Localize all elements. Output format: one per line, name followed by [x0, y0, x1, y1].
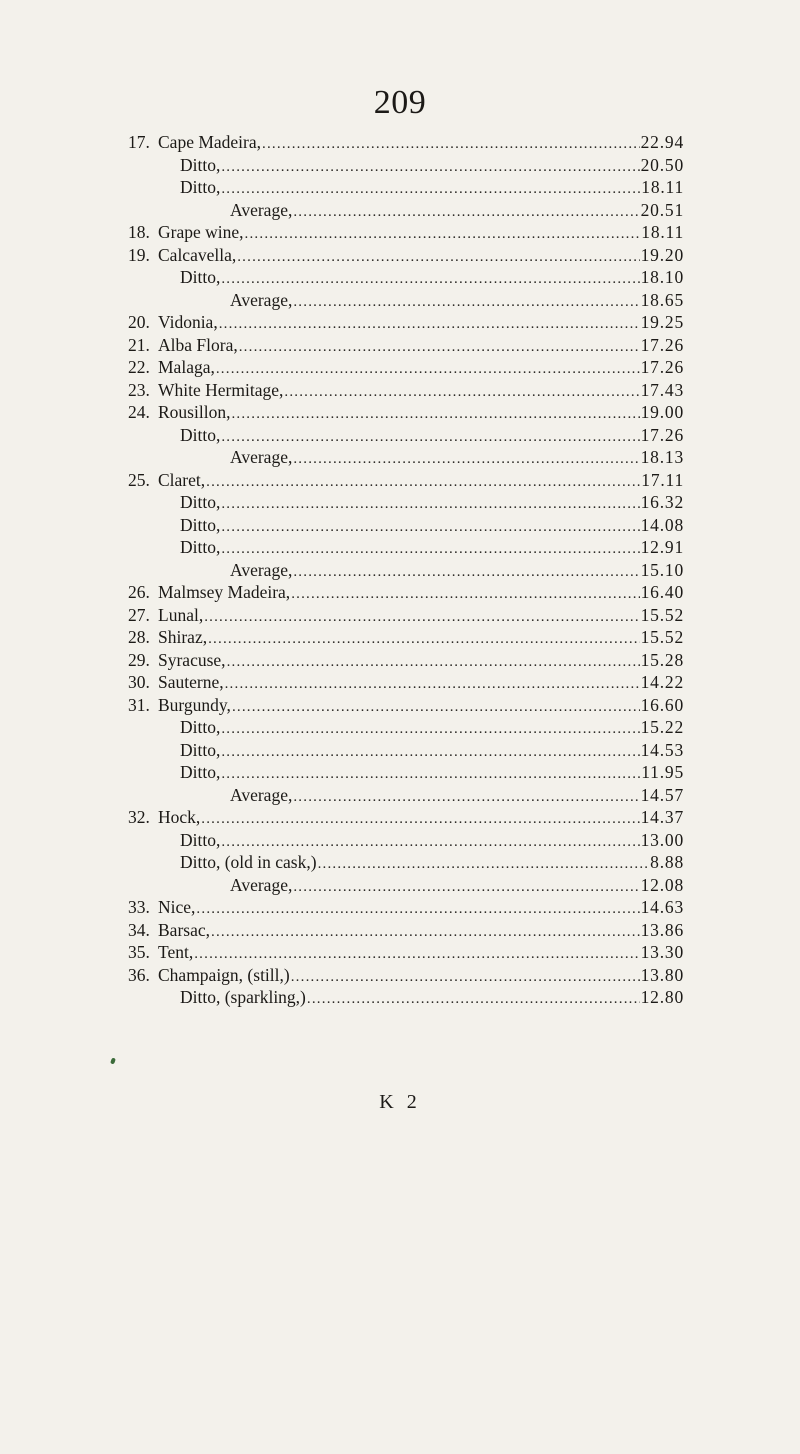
dot-leader	[196, 901, 639, 918]
table-row	[128, 605, 684, 628]
table-row	[128, 492, 684, 515]
alcohol-value: 17.11	[641, 469, 684, 490]
dot-leader	[221, 834, 639, 851]
dot-leader	[225, 676, 640, 693]
row-number: 19.	[128, 244, 150, 265]
row-number: 18.	[128, 222, 150, 242]
row-number: 21.	[128, 334, 150, 355]
wine-name: Burgundy,	[158, 694, 231, 715]
table-row	[128, 425, 684, 448]
alcohol-value: 22.94	[640, 132, 684, 152]
alcohol-value: 14.57	[640, 784, 684, 805]
dot-leader	[237, 249, 639, 266]
dot-leader	[208, 631, 640, 648]
alcohol-value: 16.32	[640, 492, 684, 512]
average-row	[128, 875, 684, 898]
dot-leader	[221, 744, 639, 761]
row-number: 20.	[128, 312, 150, 332]
table-row	[128, 830, 684, 853]
dot-leader	[293, 564, 639, 581]
wine-name: Vidonia,	[158, 312, 218, 332]
table-row	[128, 357, 684, 380]
wine-name: Ditto,	[180, 267, 221, 287]
table-row	[128, 267, 684, 290]
table-row	[128, 920, 684, 943]
row-number: 33.	[128, 897, 150, 917]
dot-leader	[239, 339, 640, 356]
alcohol-value: 19.20	[640, 244, 684, 265]
wine-name: Shiraz,	[158, 627, 208, 647]
page-number: 209	[373, 84, 427, 121]
alcohol-value: 13.86	[640, 919, 684, 940]
dot-leader	[201, 811, 639, 828]
dot-leader	[245, 226, 641, 243]
dot-leader	[206, 474, 640, 491]
alcohol-value: 13.80	[640, 964, 684, 985]
alcohol-value: 18.11	[641, 177, 684, 197]
wine-name: Ditto,	[180, 537, 221, 557]
dot-leader	[216, 361, 640, 378]
wine-name: Malmsey Madeira,	[158, 582, 291, 602]
table-row	[128, 335, 684, 358]
dot-leader	[232, 699, 640, 716]
table-row	[128, 312, 684, 335]
alcohol-value: 11.95	[641, 762, 684, 782]
alcohol-value: 19.00	[640, 402, 684, 422]
alcohol-value: 16.40	[640, 582, 684, 602]
wine-name: Average,	[230, 874, 293, 895]
row-number: 36.	[128, 964, 150, 985]
wine-name: Ditto,	[180, 739, 221, 760]
alcohol-value: 18.13	[640, 447, 684, 467]
alcohol-value: 20.51	[640, 199, 684, 220]
dot-leader	[293, 204, 639, 221]
dot-leader	[231, 406, 639, 423]
alcohol-value: 12.91	[640, 537, 684, 557]
table-row	[128, 537, 684, 560]
wine-name: Ditto, (sparkling,)	[180, 987, 306, 1007]
average-row	[128, 447, 684, 470]
wine-name: Ditto,	[180, 717, 221, 737]
row-number: 22.	[128, 357, 150, 377]
alcohol-value: 18.11	[641, 222, 684, 242]
table-row	[128, 897, 684, 920]
wine-name: Alba Flora,	[158, 334, 238, 355]
wine-name: Ditto,	[180, 154, 221, 175]
wine-name: Sauterne,	[158, 672, 224, 692]
row-number: 29.	[128, 649, 150, 670]
table-row	[128, 582, 684, 605]
wine-name: Average,	[230, 559, 293, 580]
alcohol-value: 14.22	[640, 672, 684, 692]
wine-name: Rousillon,	[158, 402, 231, 422]
wine-name: Cape Madeira,	[158, 132, 262, 152]
dot-leader	[318, 856, 650, 873]
wine-name: Average,	[230, 784, 293, 805]
table-row	[128, 380, 684, 403]
table-row	[128, 132, 684, 155]
alcohol-value: 14.53	[640, 739, 684, 760]
alcohol-value: 19.25	[640, 312, 684, 332]
wine-name: Average,	[230, 447, 293, 467]
average-row	[128, 290, 684, 313]
table-row	[128, 942, 684, 965]
alcohol-value: 14.08	[640, 514, 684, 535]
alcohol-value: 15.28	[640, 649, 684, 670]
wine-name: Ditto,	[180, 424, 221, 445]
wine-name: Champaign, (still,)	[158, 964, 290, 985]
row-number: 35.	[128, 942, 150, 962]
row-number: 24.	[128, 402, 150, 422]
dot-leader	[284, 384, 639, 401]
dot-leader	[211, 924, 640, 941]
alcohol-value: 17.43	[640, 379, 684, 400]
wine-name: Grape wine,	[158, 222, 244, 242]
dot-leader	[262, 136, 640, 153]
table-row	[128, 222, 684, 245]
table-row	[128, 245, 684, 268]
signature-mark: K 2	[379, 1091, 421, 1113]
wine-name: White Hermitage,	[158, 379, 284, 400]
wine-name: Barsac,	[158, 919, 210, 940]
dot-leader	[221, 181, 640, 198]
alcohol-value: 17.26	[640, 357, 684, 377]
dot-leader	[221, 159, 639, 176]
wine-name: Ditto,	[180, 829, 221, 850]
alcohol-value: 14.63	[640, 897, 684, 917]
alcohol-value: 17.26	[640, 334, 684, 355]
row-number: 23.	[128, 379, 150, 400]
dot-leader	[221, 721, 639, 738]
table-row	[128, 807, 684, 830]
wine-name: Ditto,	[180, 177, 221, 197]
dot-leader	[293, 879, 639, 896]
average-row	[128, 560, 684, 583]
dot-leader	[307, 991, 640, 1008]
alcohol-value: 8.88	[650, 852, 684, 872]
table-row	[128, 515, 684, 538]
average-row	[128, 200, 684, 223]
alcohol-value: 12.08	[640, 874, 684, 895]
dot-leader	[227, 654, 640, 671]
dot-leader	[293, 789, 639, 806]
dot-leader	[219, 316, 640, 333]
table-row	[128, 627, 684, 650]
alcohol-value: 18.10	[640, 267, 684, 287]
dot-leader	[293, 451, 639, 468]
ink-speck	[110, 1057, 116, 1064]
dot-leader	[221, 496, 639, 513]
table-row	[128, 695, 684, 718]
wine-name: Tent,	[158, 942, 194, 962]
wine-name: Ditto, (old in cask,)	[180, 852, 317, 872]
dot-leader	[194, 946, 639, 963]
alcohol-value: 13.00	[640, 829, 684, 850]
alcohol-value: 14.37	[640, 807, 684, 827]
alcohol-value: 15.10	[640, 559, 684, 580]
wine-strength-table	[128, 132, 684, 1010]
wine-name: Claret,	[158, 469, 206, 490]
wine-name: Lunal,	[158, 604, 204, 625]
alcohol-value: 18.65	[640, 289, 684, 310]
dot-leader	[291, 969, 640, 986]
wine-name: Malaga,	[158, 357, 215, 377]
table-row	[128, 650, 684, 673]
row-number: 27.	[128, 604, 150, 625]
table-row	[128, 717, 684, 740]
alcohol-value: 13.30	[640, 942, 684, 962]
dot-leader	[291, 586, 639, 603]
dot-leader	[293, 294, 639, 311]
alcohol-value: 17.26	[640, 424, 684, 445]
wine-name: Syracuse,	[158, 649, 226, 670]
table-row	[128, 672, 684, 695]
table-row	[128, 852, 684, 875]
wine-name: Hock,	[158, 807, 201, 827]
dot-leader	[221, 429, 639, 446]
row-number: 34.	[128, 919, 150, 940]
dot-leader	[221, 541, 639, 558]
wine-name: Ditto,	[180, 492, 221, 512]
dot-leader	[204, 609, 639, 626]
alcohol-value: 12.80	[640, 987, 684, 1007]
table-row	[128, 402, 684, 425]
dot-leader	[221, 766, 640, 783]
row-number: 30.	[128, 672, 150, 692]
alcohol-value: 16.60	[640, 694, 684, 715]
alcohol-value: 20.50	[640, 154, 684, 175]
wine-name: Average,	[230, 289, 293, 310]
average-row	[128, 785, 684, 808]
alcohol-value: 15.22	[640, 717, 684, 737]
row-number: 25.	[128, 469, 150, 490]
wine-name: Ditto,	[180, 762, 221, 782]
row-number: 32.	[128, 807, 150, 827]
table-row	[128, 470, 684, 493]
table-row	[128, 155, 684, 178]
dot-leader	[221, 271, 639, 288]
alcohol-value: 15.52	[640, 604, 684, 625]
wine-name: Nice,	[158, 897, 196, 917]
row-number: 28.	[128, 627, 150, 647]
table-row	[128, 987, 684, 1010]
wine-name: Average,	[230, 199, 293, 220]
table-row	[128, 740, 684, 763]
table-row	[128, 965, 684, 988]
row-number: 17.	[128, 132, 150, 152]
wine-name: Ditto,	[180, 514, 221, 535]
table-row	[128, 762, 684, 785]
wine-name: Calcavella,	[158, 244, 237, 265]
row-number: 26.	[128, 582, 150, 602]
row-number: 31.	[128, 694, 150, 715]
dot-leader	[221, 519, 639, 536]
alcohol-value: 15.52	[640, 627, 684, 647]
table-row	[128, 177, 684, 200]
